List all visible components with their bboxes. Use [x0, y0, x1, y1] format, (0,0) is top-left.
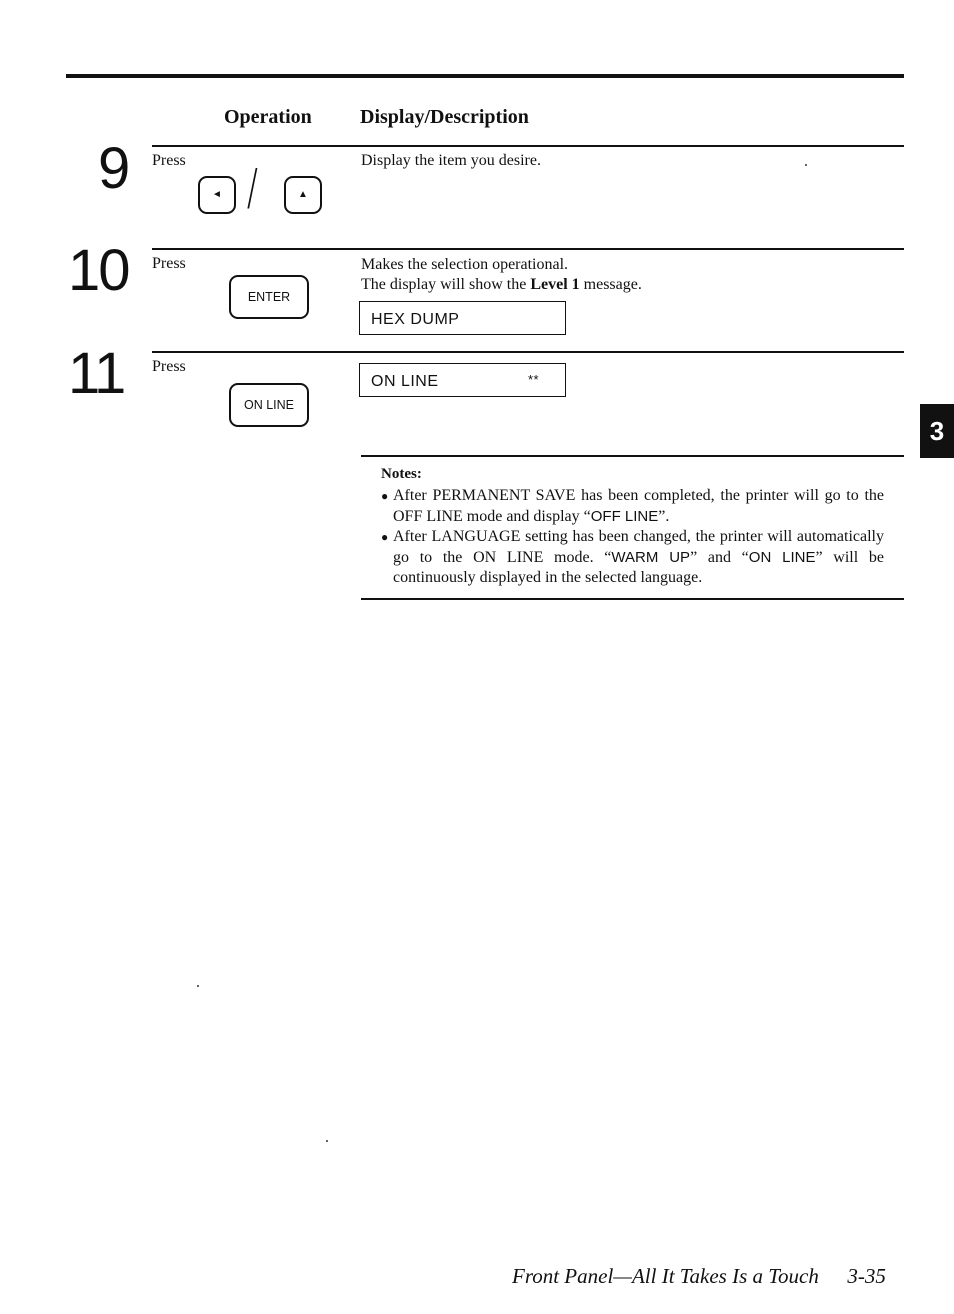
enter-key: [229, 275, 309, 319]
step-10-press-label: Press: [152, 255, 186, 272]
on-line-key-label: ON LINE: [243, 398, 294, 412]
top-rule: [66, 74, 904, 78]
speck: [805, 164, 807, 166]
notes-top-rule: [361, 455, 904, 457]
footer-title: Front Panel—All It Takes Is a Touch: [512, 1264, 819, 1288]
note-1-text: After PERMANENT SAVE has been completed, the printer will go to the OFF LINE mode and display “: [393, 487, 884, 525]
note-2-end: ” will be continuously displayed in the selected language.: [393, 548, 884, 586]
bullet-icon: ●: [381, 489, 389, 503]
note-1-off-line: OFF LINE: [590, 507, 659, 525]
display-description-column-header: Display/Description: [360, 106, 529, 128]
bullet-icon: ●: [381, 530, 389, 544]
step-10-rule: [152, 248, 904, 250]
lcd-asterisks: **: [528, 372, 540, 387]
notes-bottom-rule: [361, 598, 904, 600]
note-2-warm-up: WARM UP: [611, 548, 691, 566]
step-10-description-line2-post: message.: [579, 276, 642, 293]
step-number-10: 10: [68, 238, 129, 303]
up-arrow-icon: ▲: [298, 189, 308, 200]
lcd-display-on-line: [359, 363, 566, 397]
left-arrow-icon: ◄: [212, 189, 222, 200]
page-footer: [512, 1264, 886, 1289]
speck: [326, 1140, 328, 1142]
left-arrow-key: [198, 176, 236, 214]
lcd-text: ON LINE: [371, 373, 439, 390]
step-10-description-line1: Makes the selection operational.: [361, 256, 569, 273]
step-number-11: 11: [68, 341, 125, 406]
level-1-text: Level 1: [530, 276, 580, 293]
chapter-tab: 3: [920, 404, 954, 458]
note-2-text: After LANGUAGE setting has been changed, the printer will automatically go to the ON LINE mode. “: [393, 528, 884, 566]
lcd-display-hex-dump: [359, 301, 566, 335]
page-number: 3-35: [847, 1264, 886, 1288]
step-9-description: Display the item you desire.: [361, 152, 541, 169]
on-line-key: [229, 383, 309, 427]
lcd-text: HEX DUMP: [371, 311, 460, 328]
speck: [197, 985, 199, 987]
note-2-mid: ” and “: [690, 548, 749, 566]
step-10-description-line2-pre: The display will show the: [361, 276, 531, 293]
note-1-end: ”.: [658, 507, 670, 525]
note-2-on-line: ON LINE: [748, 548, 816, 566]
up-arrow-key: [284, 176, 322, 214]
note-2: [381, 527, 884, 589]
key-separator-slash: /: [247, 155, 258, 221]
notes-title: Notes:: [381, 466, 422, 482]
step-9-rule: [152, 145, 904, 147]
step-11-rule: [152, 351, 904, 353]
note-1: [381, 486, 884, 527]
enter-key-label: ENTER: [247, 290, 291, 304]
operation-column-header: Operation: [224, 106, 312, 128]
step-9-press-label: Press: [152, 152, 186, 169]
step-11-press-label: Press: [152, 358, 186, 375]
step-number-9: 9: [98, 136, 129, 201]
step-10-description-line2: [361, 275, 642, 295]
